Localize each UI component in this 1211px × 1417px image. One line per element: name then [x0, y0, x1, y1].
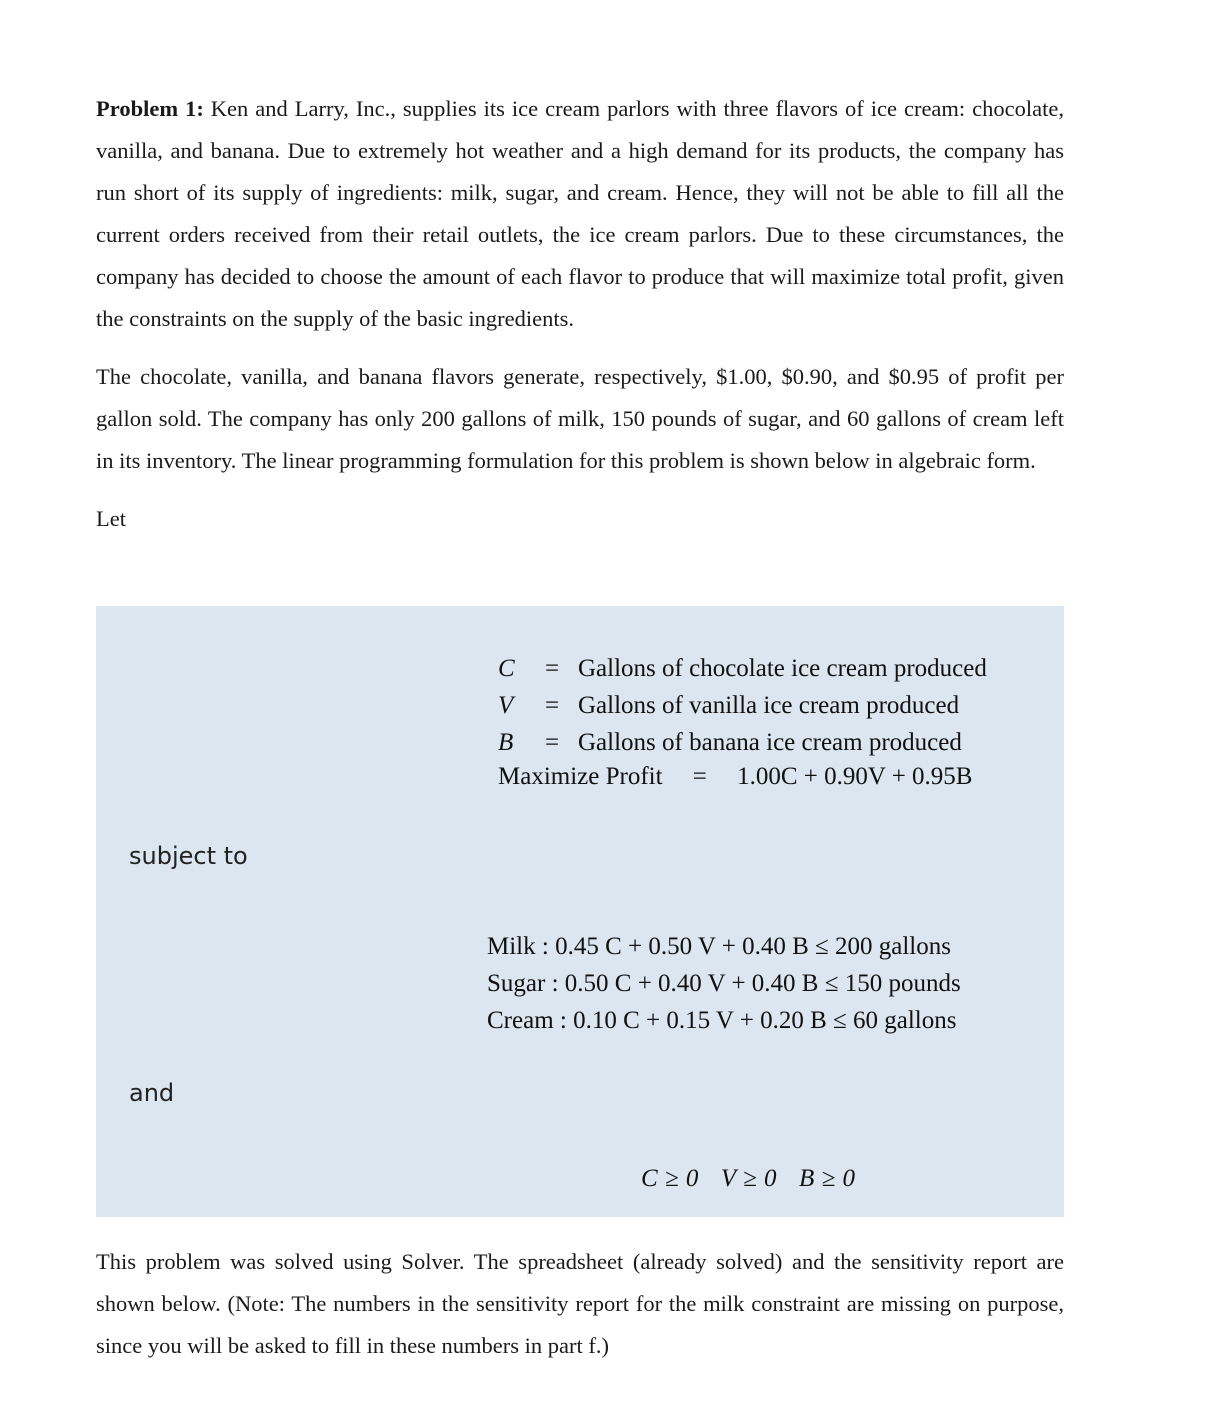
definition-equals: =	[544, 728, 560, 756]
paragraph-intro-text: Ken and Larry, Inc., supplies its ice cream parlors with three flavors of ice cream: chocolate, vanilla, and banana. Due to extremely hot weather and a high demand for its products, the company has run short of its supply of ingredients: milk, sugar, and cream. Hence, they will not be able to fill all the current orders received from their retail outlets, the ice cream parlors. Due to these circumstances, the company has decided to choose the amount of each flavor to produce that will maximize total profit, given the constraints on the supply of the basic ingredients.	[96, 96, 1064, 331]
definition-text: Gallons of vanilla ice cream produced	[578, 691, 960, 719]
problem-heading: Problem 1:	[96, 96, 204, 121]
definition-row	[498, 650, 987, 687]
constraint-cream: Cream : 0.10 C + 0.15 V + 0.20 B ≤ 60 gallons	[487, 1007, 957, 1034]
objective-label: Maximize Profit	[498, 763, 663, 790]
and-label: and	[129, 1079, 175, 1107]
formulation-box	[96, 606, 1064, 1217]
variable-definitions	[498, 650, 987, 761]
let-label: Let	[96, 506, 126, 531]
definition-text: Gallons of banana ice cream produced	[578, 728, 962, 756]
nonneg-v: V ≥ 0	[720, 1165, 777, 1192]
definition-variable: B	[498, 728, 514, 756]
constraint-milk: Milk : 0.45 C + 0.50 V + 0.40 B ≤ 200 gallons	[487, 933, 951, 960]
paragraph-profit: The chocolate, vanilla, and banana flavors generate, respectively, $1.00, $0.90, and $0.95 of profit per gallon sold. The company has only 200 gallons of milk, 150 pounds of sugar, and 60 gallons of cream left in its inventory. The linear programming formulation for this problem is shown below in algebraic form.	[96, 364, 1064, 473]
nonneg-c: C ≥ 0	[641, 1165, 699, 1192]
definition-equals: =	[544, 654, 560, 682]
definition-variable: V	[498, 691, 514, 719]
paragraph-intro	[96, 88, 1064, 340]
definition-variable: C	[498, 654, 515, 682]
constraint-sugar: Sugar : 0.50 C + 0.40 V + 0.40 B ≤ 150 pounds	[487, 970, 961, 997]
definition-text: Gallons of chocolate ice cream produced	[578, 654, 987, 682]
constraints	[487, 928, 961, 1039]
objective-function	[498, 763, 972, 791]
subject-to-label: subject to	[129, 842, 248, 870]
nonneg-b: B ≥ 0	[798, 1165, 856, 1192]
definition-row	[498, 724, 987, 761]
objective-expression: 1.00C + 0.90V + 0.95B	[737, 763, 973, 790]
definition-row	[498, 687, 987, 724]
definition-equals: =	[544, 691, 560, 719]
objective-equals: =	[692, 763, 707, 790]
problem-text	[96, 88, 1064, 540]
nonnegativity-constraints	[641, 1165, 855, 1193]
paragraph-solver: This problem was solved using Solver. The spreadsheet (already solved) and the sensitivity report are shown below. (Note: The numbers in the sensitivity report for the milk constraint are missing on purpose, since you will be asked to fill in these numbers in part f.)	[96, 1249, 1064, 1358]
